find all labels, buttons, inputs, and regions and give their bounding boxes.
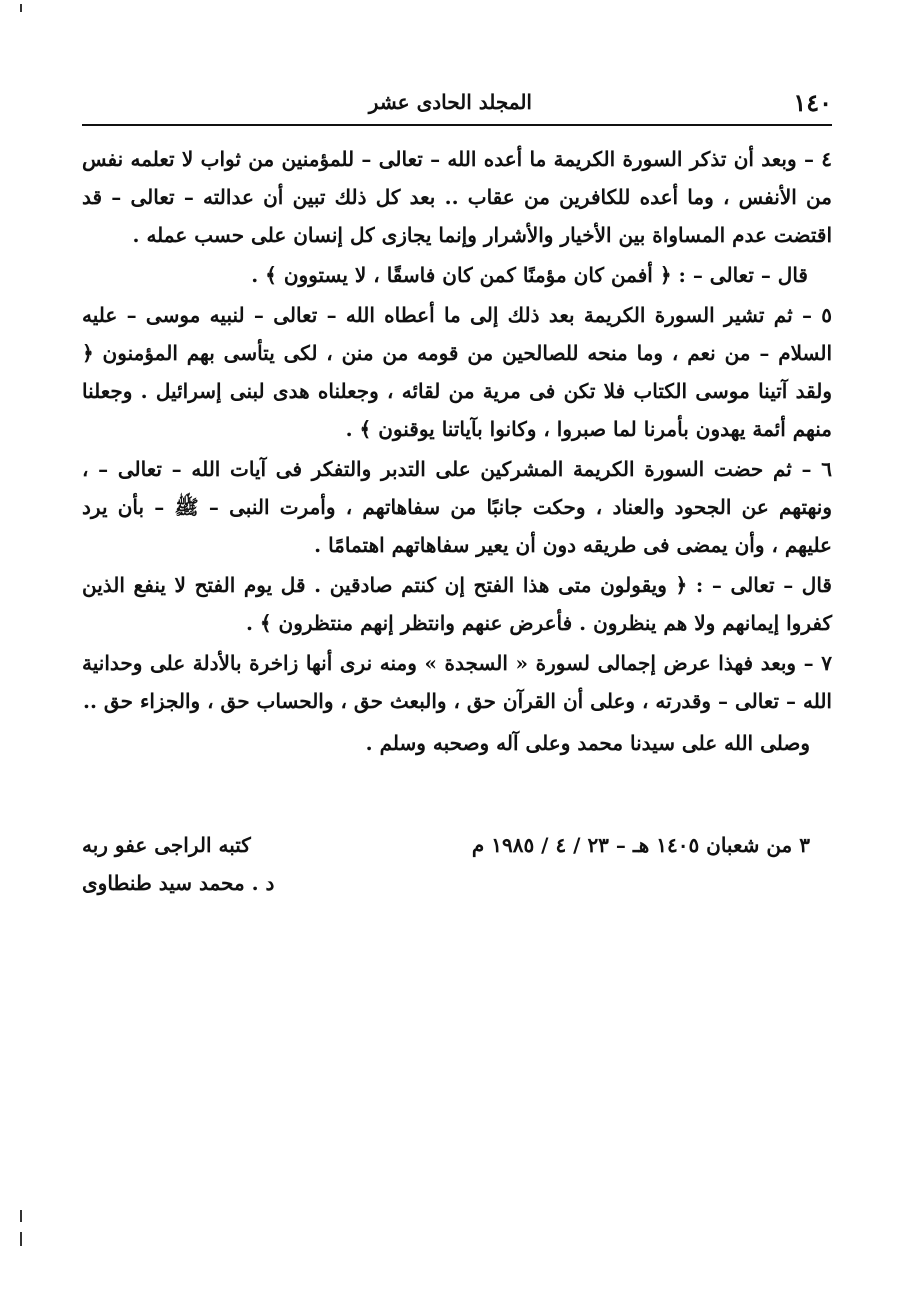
closing-prayer: وصلى الله على سيدنا محمد وعلى آله وصحبه وسلم . bbox=[365, 731, 810, 755]
signature-date: ٣ من شعبان ١٤٠٥ هـ – ٢٣ / ٤ / ١٩٨٥ م bbox=[471, 833, 810, 857]
page-header bbox=[82, 86, 832, 126]
signature-author: د . محمد سيد طنطاوى bbox=[82, 871, 275, 895]
main-text bbox=[82, 140, 832, 764]
quote-6: قال – تعالى – : ﴿ ويقولون متى هذا الفتح إن كنتم صادقين . قل يوم الفتح لا ينفع الذين كفروا إيمانهم ولا هم ينظرون . فأعرض عنهم وانتظر إنهم منتظرون ﴾ . bbox=[82, 573, 832, 635]
signature-written-by: كتبه الراجى عفو ربه bbox=[82, 833, 251, 857]
paragraph-6: ٦ – ثم حضت السورة الكريمة المشركين على التدبر والتفكر فى آيات الله – تعالى – ، ونهتهم عن الجحود والعناد ، وحكت جانبًا من سفاهاتهم ، وأمرت النبى – ﷺ – بأن يرد عليهم ، وأن يمضى فى طريقه دون أن يعير سفاهاتهم اهتمامًا . bbox=[82, 457, 832, 557]
scan-margin-mark bbox=[20, 4, 22, 12]
paragraph-7: ٧ – وبعد فهذا عرض إجمالى لسورة « السجدة » ومنه نرى أنها زاخرة بالأدلة على وحدانية الله – تعالى – وقدرته ، وعلى أن القرآن حق ، والبعث حق ، والحساب حق ، والجزاء حق .. bbox=[82, 651, 832, 713]
header-divider bbox=[82, 124, 832, 126]
paragraph-4: ٤ – وبعد أن تذكر السورة الكريمة ما أعده الله – تعالى – للمؤمنين من ثواب لا تعلمه نفس من الأنفس ، وما أعده للكافرين من عقاب .. بعد كل ذلك تبين أن عدالته – تعالى – قد اقتضت عدم المساواة بين الأخيار والأشرار وإنما يجازى كل إنسان على حسب عمله . bbox=[82, 147, 832, 247]
running-title: المجلد الحادى عشر bbox=[368, 90, 532, 114]
page-number: ١٤٠ bbox=[793, 88, 832, 117]
scan-margin-mark bbox=[20, 1232, 22, 1246]
signature-block bbox=[82, 826, 832, 906]
scan-margin-mark bbox=[20, 1210, 22, 1222]
paragraph-5: ٥ – ثم تشير السورة الكريمة بعد ذلك إلى ما أعطاه الله – تعالى – لنبيه موسى – عليه السلام – من نعم ، وما منحه للصالحين من قومه من منن ، لكى يتأسى بهم المؤمنون ﴿ ولقد آتينا موسى الكتاب فلا تكن فى مرية من لقائه ، وجعلناه هدى لبنى إسرائيل . وجعلنا منهم أئمة يهدون بأمرنا لما صبروا ، وكانوا بآياتنا يوقنون ﴾ . bbox=[82, 303, 832, 441]
quote-4: قال – تعالى – : ﴿ أفمن كان مؤمنًا كمن كان فاسقًا ، لا يستوون ﴾ . bbox=[251, 263, 808, 287]
